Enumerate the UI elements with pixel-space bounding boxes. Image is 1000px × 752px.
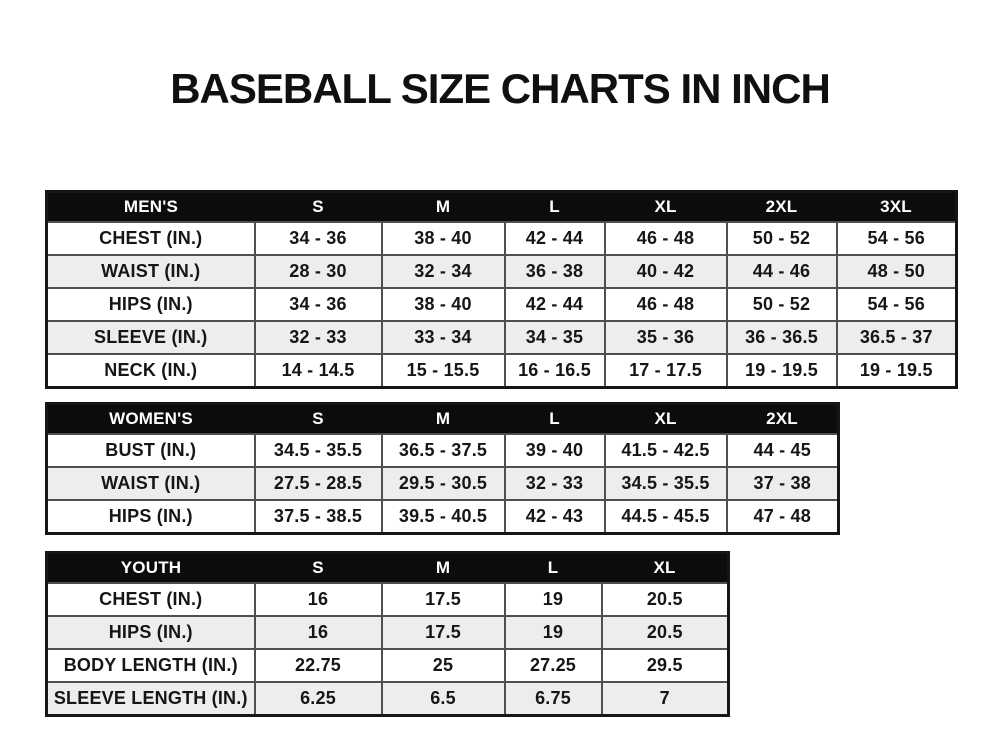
size-value-cell: 47 - 48	[727, 500, 839, 534]
row-label: HIPS (IN.)	[47, 616, 255, 649]
size-value-cell: 50 - 52	[727, 222, 837, 255]
table-row	[47, 616, 729, 649]
youth-size-table	[45, 551, 730, 717]
size-value-cell: 34.5 - 35.5	[255, 434, 382, 467]
size-column-header: S	[255, 192, 382, 223]
header-row	[47, 404, 839, 435]
size-value-cell: 19	[505, 616, 602, 649]
womens-table	[45, 402, 840, 535]
youth-table	[45, 551, 730, 717]
row-label: CHEST (IN.)	[47, 583, 255, 616]
row-label: BODY LENGTH (IN.)	[47, 649, 255, 682]
size-column-header: XL	[605, 192, 727, 223]
header-row	[47, 192, 957, 223]
size-value-cell: 42 - 44	[505, 222, 605, 255]
table-row	[47, 682, 729, 716]
table-row	[47, 288, 957, 321]
size-value-cell: 34 - 35	[505, 321, 605, 354]
size-value-cell: 54 - 56	[837, 222, 957, 255]
size-value-cell: 44 - 46	[727, 255, 837, 288]
size-value-cell: 37.5 - 38.5	[255, 500, 382, 534]
size-column-header: S	[255, 553, 382, 584]
row-label: NECK (IN.)	[47, 354, 255, 388]
size-column-header: M	[382, 192, 505, 223]
size-value-cell: 19 - 19.5	[727, 354, 837, 388]
size-column-header: 3XL	[837, 192, 957, 223]
size-column-header: L	[505, 192, 605, 223]
group-label: WOMEN'S	[47, 404, 255, 435]
size-value-cell: 38 - 40	[382, 288, 505, 321]
size-value-cell: 14 - 14.5	[255, 354, 382, 388]
page-title: BASEBALL SIZE CHARTS IN INCH	[170, 65, 830, 112]
size-value-cell: 32 - 34	[382, 255, 505, 288]
size-value-cell: 16	[255, 616, 382, 649]
row-label: HIPS (IN.)	[47, 500, 255, 534]
mens-size-table	[45, 190, 958, 389]
row-label: HIPS (IN.)	[47, 288, 255, 321]
size-value-cell: 29.5	[602, 649, 729, 682]
size-value-cell: 6.5	[382, 682, 505, 716]
size-value-cell: 19 - 19.5	[837, 354, 957, 388]
size-value-cell: 46 - 48	[605, 222, 727, 255]
size-value-cell: 36.5 - 37	[837, 321, 957, 354]
size-value-cell: 7	[602, 682, 729, 716]
size-value-cell: 32 - 33	[505, 467, 605, 500]
size-value-cell: 36 - 36.5	[727, 321, 837, 354]
size-column-header: XL	[605, 404, 727, 435]
womens-size-table	[45, 402, 840, 535]
size-value-cell: 20.5	[602, 616, 729, 649]
table-row	[47, 500, 839, 534]
mens-table	[45, 190, 958, 389]
table-row	[47, 321, 957, 354]
size-value-cell: 16	[255, 583, 382, 616]
size-column-header: XL	[602, 553, 729, 584]
size-column-header: L	[505, 553, 602, 584]
size-value-cell: 48 - 50	[837, 255, 957, 288]
size-value-cell: 17 - 17.5	[605, 354, 727, 388]
size-value-cell: 36 - 38	[505, 255, 605, 288]
size-value-cell: 6.75	[505, 682, 602, 716]
size-value-cell: 35 - 36	[605, 321, 727, 354]
size-column-header: L	[505, 404, 605, 435]
size-value-cell: 41.5 - 42.5	[605, 434, 727, 467]
size-value-cell: 40 - 42	[605, 255, 727, 288]
size-value-cell: 44 - 45	[727, 434, 839, 467]
size-value-cell: 17.5	[382, 583, 505, 616]
size-value-cell: 46 - 48	[605, 288, 727, 321]
row-label: CHEST (IN.)	[47, 222, 255, 255]
size-column-header: 2XL	[727, 192, 837, 223]
size-value-cell: 34 - 36	[255, 222, 382, 255]
size-value-cell: 16 - 16.5	[505, 354, 605, 388]
size-value-cell: 44.5 - 45.5	[605, 500, 727, 534]
size-value-cell: 20.5	[602, 583, 729, 616]
size-value-cell: 38 - 40	[382, 222, 505, 255]
size-value-cell: 39.5 - 40.5	[382, 500, 505, 534]
size-value-cell: 25	[382, 649, 505, 682]
table-row	[47, 434, 839, 467]
row-label: SLEEVE LENGTH (IN.)	[47, 682, 255, 716]
size-value-cell: 27.25	[505, 649, 602, 682]
size-value-cell: 42 - 44	[505, 288, 605, 321]
header-row	[47, 553, 729, 584]
size-value-cell: 28 - 30	[255, 255, 382, 288]
size-column-header: M	[382, 404, 505, 435]
group-label: YOUTH	[47, 553, 255, 584]
table-row	[47, 583, 729, 616]
size-value-cell: 19	[505, 583, 602, 616]
row-label: WAIST (IN.)	[47, 467, 255, 500]
table-row	[47, 467, 839, 500]
size-value-cell: 34.5 - 35.5	[605, 467, 727, 500]
size-value-cell: 54 - 56	[837, 288, 957, 321]
size-value-cell: 33 - 34	[382, 321, 505, 354]
table-row	[47, 354, 957, 388]
table-row	[47, 649, 729, 682]
size-column-header: S	[255, 404, 382, 435]
table-row	[47, 255, 957, 288]
size-value-cell: 39 - 40	[505, 434, 605, 467]
size-value-cell: 42 - 43	[505, 500, 605, 534]
size-column-header: 2XL	[727, 404, 839, 435]
size-value-cell: 6.25	[255, 682, 382, 716]
size-value-cell: 50 - 52	[727, 288, 837, 321]
row-label: BUST (IN.)	[47, 434, 255, 467]
row-label: SLEEVE (IN.)	[47, 321, 255, 354]
size-column-header: M	[382, 553, 505, 584]
row-label: WAIST (IN.)	[47, 255, 255, 288]
table-row	[47, 222, 957, 255]
group-label: MEN'S	[47, 192, 255, 223]
size-value-cell: 36.5 - 37.5	[382, 434, 505, 467]
size-value-cell: 34 - 36	[255, 288, 382, 321]
size-value-cell: 17.5	[382, 616, 505, 649]
size-value-cell: 29.5 - 30.5	[382, 467, 505, 500]
size-value-cell: 37 - 38	[727, 467, 839, 500]
size-value-cell: 15 - 15.5	[382, 354, 505, 388]
size-value-cell: 32 - 33	[255, 321, 382, 354]
size-value-cell: 22.75	[255, 649, 382, 682]
size-value-cell: 27.5 - 28.5	[255, 467, 382, 500]
